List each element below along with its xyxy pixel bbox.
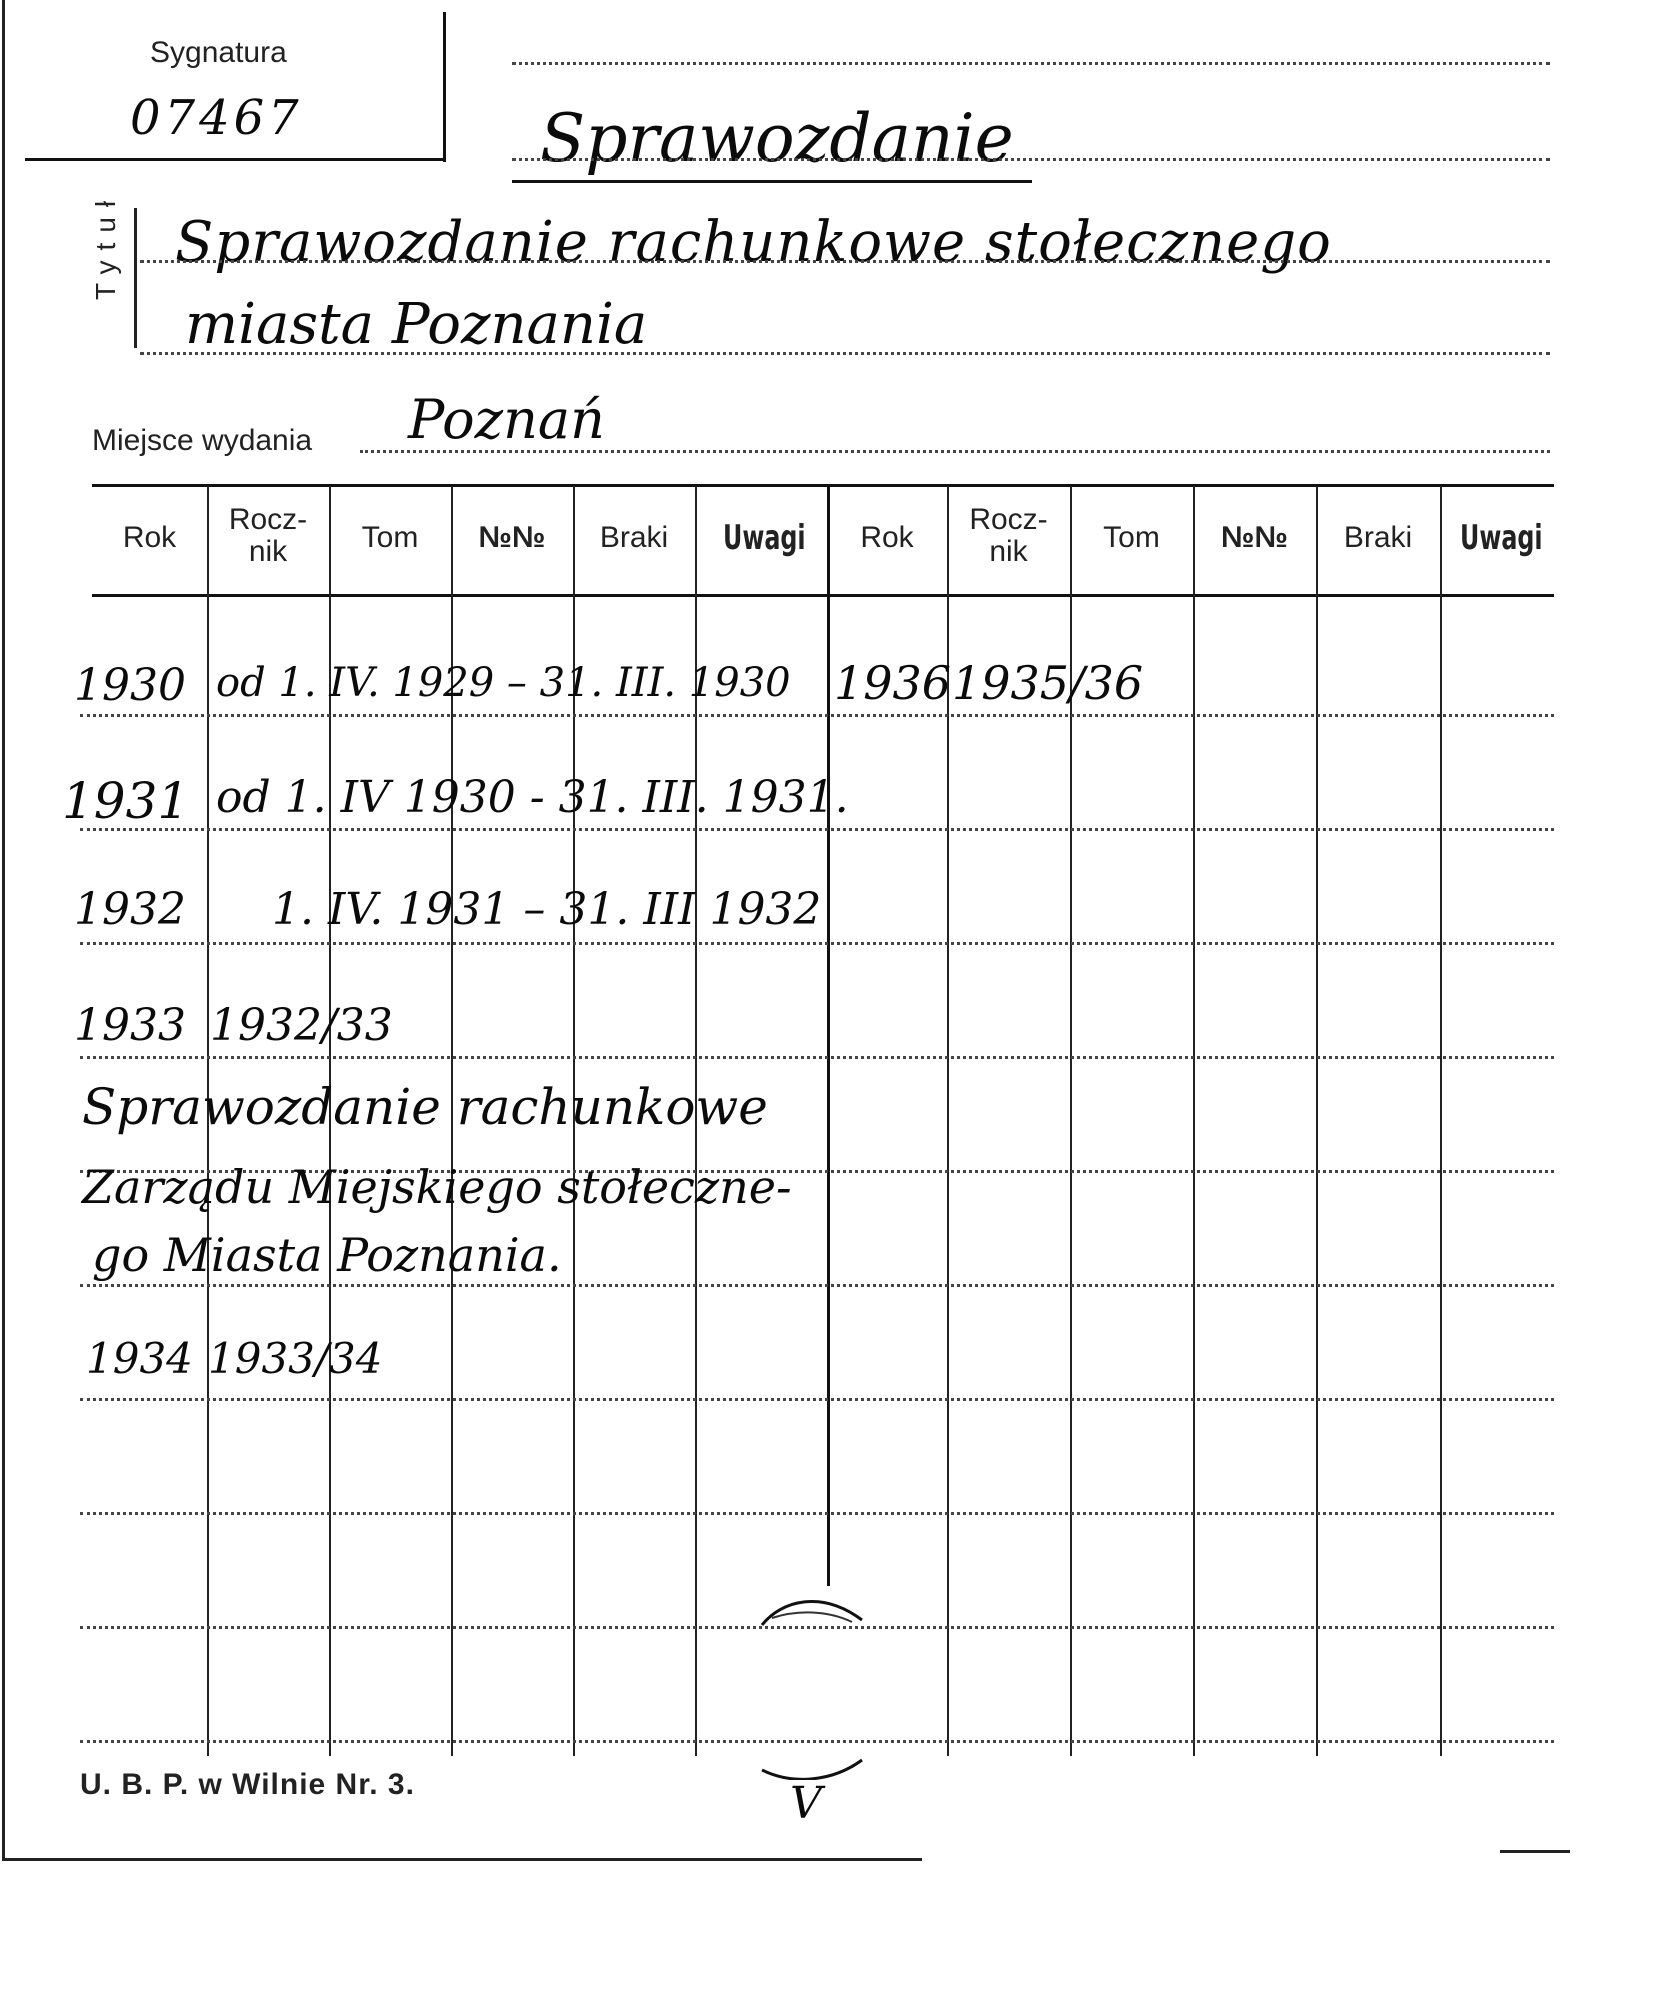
corner-mark: V	[790, 1778, 822, 1829]
note-line1: Sprawozdanie rachunkowe	[82, 1078, 768, 1136]
card-bottom-edge	[2, 1858, 922, 1861]
row-line	[80, 1512, 1554, 1515]
col-line-center	[827, 486, 830, 1586]
place-value: Poznań	[408, 388, 605, 451]
heading-dotted-bottom	[512, 158, 1550, 161]
row-line	[80, 942, 1554, 945]
header-rocznik: Rocz- nik	[228, 503, 308, 568]
table-top-rule	[92, 484, 1554, 487]
signature-value: 07467	[130, 90, 303, 146]
row-1933-text: 1932/33	[210, 1000, 393, 1051]
row-line	[80, 1398, 1554, 1401]
row-line	[80, 1284, 1554, 1287]
signature-box-right	[443, 12, 446, 162]
title-line1-dots	[140, 260, 1550, 263]
signature-label: Sygnatura	[150, 36, 287, 69]
note-line2: Zarządu Miejskiego stołeczne-	[82, 1160, 792, 1214]
header-braki-right: Braki	[1343, 521, 1413, 554]
footer-print: U. B. P. w Wilnie Nr. 3.	[80, 1768, 415, 1801]
header-numery: №№	[478, 521, 546, 554]
place-dots	[360, 450, 1550, 453]
heading-underline	[512, 180, 1032, 183]
col-line	[1193, 486, 1195, 1756]
heading: Sprawozdanie	[540, 100, 1014, 177]
col-line	[1316, 486, 1318, 1756]
header-rok-right: Rok	[860, 521, 914, 554]
col-line	[1440, 486, 1442, 1756]
row-1930-text: od 1. IV. 1929 – 31. III. 1930	[216, 660, 791, 706]
title-line2-dots	[140, 352, 1550, 355]
row-line	[80, 714, 1554, 717]
row-1934-year: 1934	[86, 1334, 193, 1383]
row-line	[80, 1056, 1554, 1059]
title-line2: miasta Poznania	[185, 292, 648, 357]
row-1930-year: 1930	[74, 660, 186, 711]
header-braki: Braki	[599, 521, 669, 554]
header-rok: Rok	[122, 521, 177, 554]
place-label: Miejsce wydania	[92, 424, 313, 457]
signature-box-bottom	[25, 158, 445, 161]
card-left-edge	[2, 0, 5, 1860]
title-label: Tytuł	[90, 190, 121, 300]
note-line3: go Miasta Poznania.	[92, 1228, 562, 1282]
header-uwagi: Uwagi	[723, 518, 806, 558]
row-1932-text: 1. IV. 1931 – 31. III 1932	[272, 884, 822, 935]
right-row-1936-volume: 1935/36	[952, 656, 1144, 710]
row-1931-text: od 1. IV 1930 - 31. III. 1931.	[216, 772, 849, 823]
table-header-rule	[92, 594, 1554, 597]
heading-dotted-top	[512, 62, 1550, 65]
header-rocznik-right: Rocz- nik	[969, 503, 1048, 568]
row-line	[80, 828, 1554, 831]
title-bracket	[134, 208, 137, 348]
header-tom-right: Tom	[1103, 521, 1160, 554]
row-1933-year: 1933	[74, 1000, 186, 1051]
header-tom: Tom	[361, 521, 419, 554]
title-line1: Sprawozdanie rachunkowe stołecznego	[175, 210, 1332, 275]
card-bottom-edge-right	[1500, 1850, 1570, 1853]
punch-hole	[752, 1560, 882, 1780]
header-numery-right: №№	[1221, 521, 1288, 554]
row-1934-text: 1933/34	[208, 1334, 383, 1383]
row-1931-year: 1931	[62, 772, 190, 830]
header-uwagi-right: Uwagi	[1460, 518, 1543, 558]
right-row-1936-year: 1936	[834, 656, 952, 710]
row-1932-year: 1932	[74, 884, 186, 935]
